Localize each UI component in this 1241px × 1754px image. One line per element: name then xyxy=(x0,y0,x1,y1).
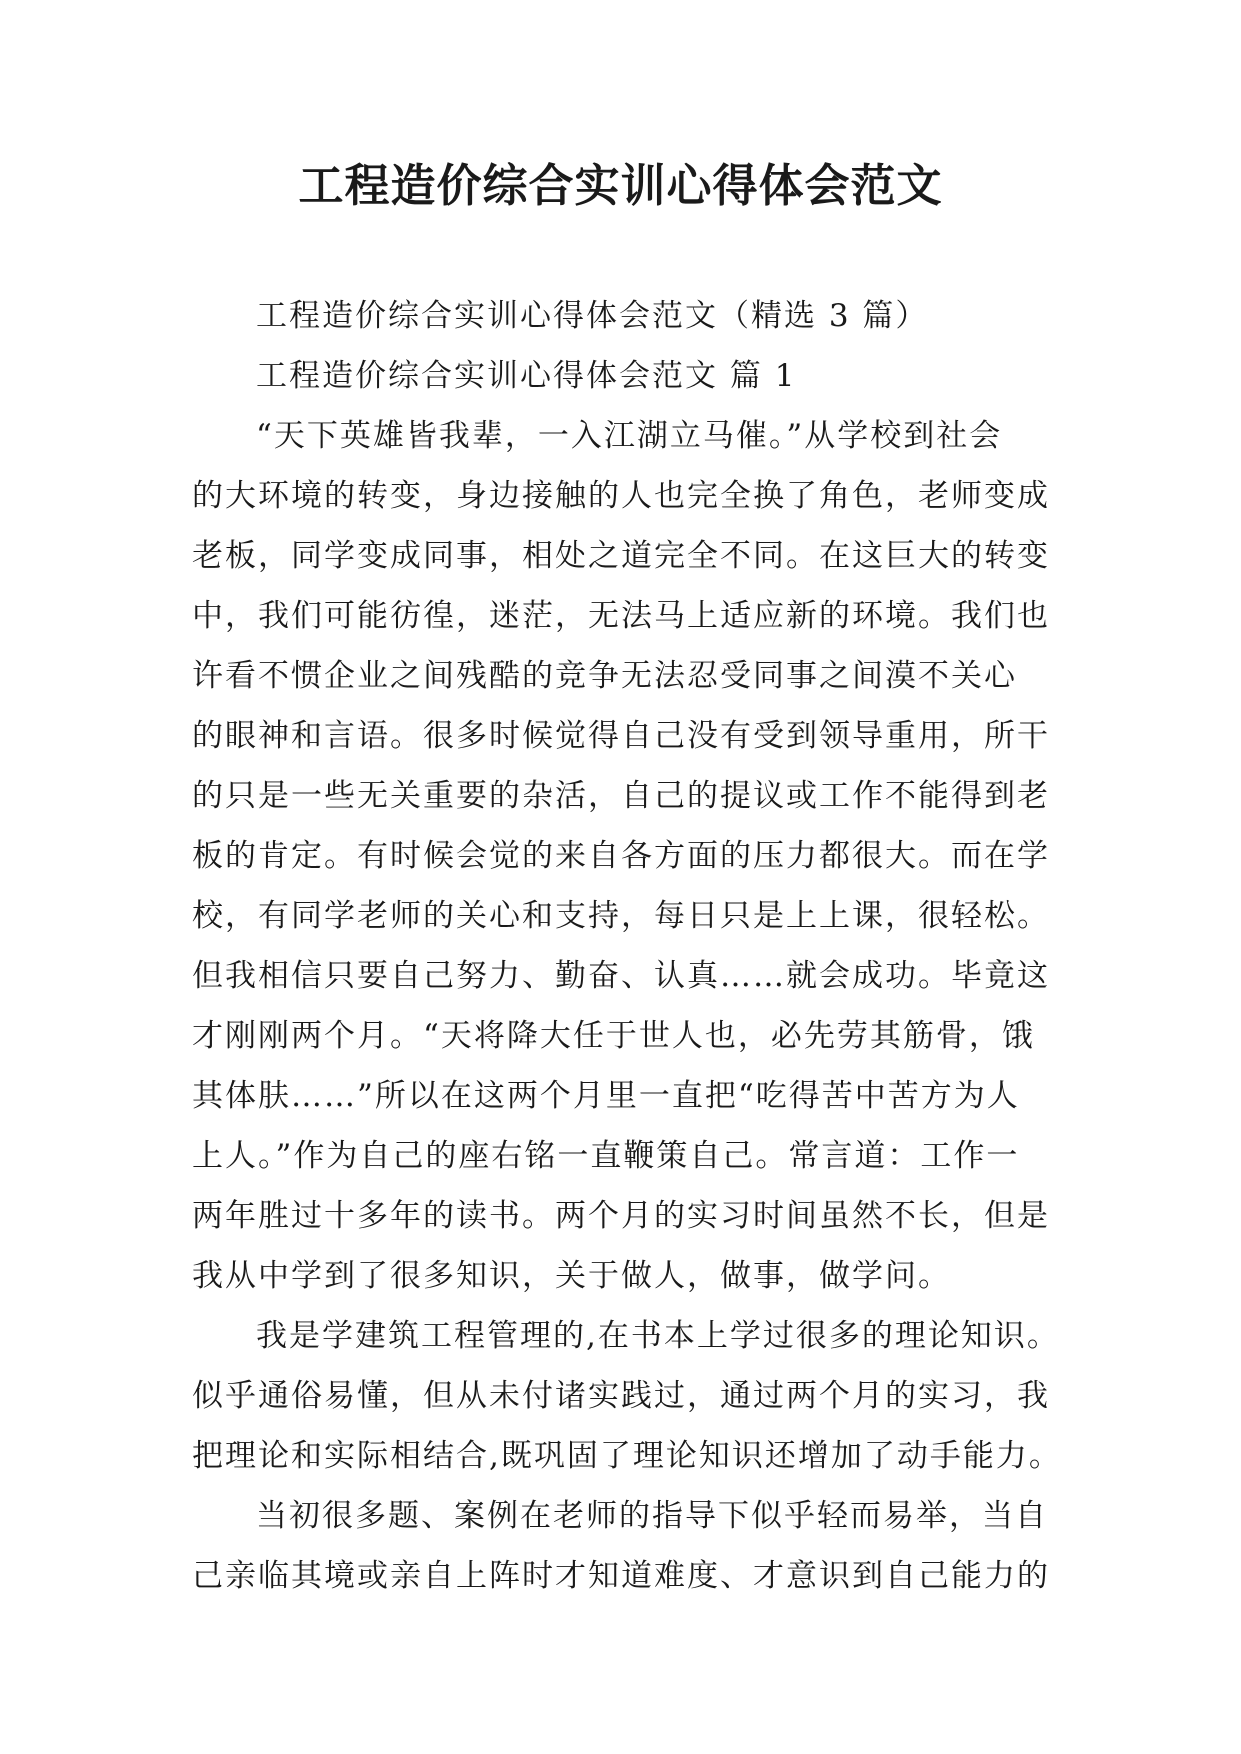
text-line: 的大环境的转变，身边接触的人也完全换了角色，老师变成 xyxy=(192,478,1050,514)
text-line: 当初很多题、案例在老师的指导下似乎轻而易举，当自 xyxy=(256,1498,1048,1534)
text-line: 板的肯定。有时候会觉的来自各方面的压力都很大。而在学 xyxy=(192,838,1050,874)
text-line: 我从中学到了很多知识，关于做人，做事，做学问。 xyxy=(192,1258,951,1294)
text-line: 老板，同学变成同事，相处之道完全不同。在这巨大的转变 xyxy=(192,538,1050,574)
text-line: 的只是一些无关重要的杂活，自己的提议或工作不能得到老 xyxy=(192,778,1050,814)
document-title: 工程造价综合实训心得体会范文 xyxy=(298,159,943,212)
text-line: 工程造价综合实训心得体会范文 篇 1 xyxy=(256,358,797,394)
text-line: 似乎通俗易懂，但从未付诸实践过，通过两个月的实习，我 xyxy=(192,1378,1050,1414)
text-line: 己亲临其境或亲自上阵时才知道难度、才意识到自己能力的 xyxy=(192,1558,1050,1594)
text-line: 其体肤……”所以在这两个月里一直把“吃得苦中苦方为人 xyxy=(192,1078,1020,1114)
text-line: 才刚刚两个月。“天将降大任于世人也，必先劳其筋骨，饿 xyxy=(192,1018,1035,1054)
text-line: 的眼神和言语。很多时候觉得自己没有受到领导重用，所干 xyxy=(192,718,1050,754)
text-line: 中，我们可能彷徨，迷茫，无法马上适应新的环境。我们也 xyxy=(192,598,1050,634)
text-line: 校，有同学老师的关心和支持，每日只是上上课，很轻松。 xyxy=(192,898,1050,934)
text-line: 但我相信只要自己努力、勤奋、认真……就会成功。毕竟这 xyxy=(192,958,1050,994)
text-line: 许看不惯企业之间残酷的竞争无法忍受同事之间漠不关心 xyxy=(192,658,1017,694)
text-line: 上人。”作为自己的座右铭一直鞭策自己。常言道：工作一 xyxy=(192,1138,1020,1174)
text-line: “天下英雄皆我辈，一入江湖立马催。”从学校到社会 xyxy=(256,418,1003,454)
text-line: 我是学建筑工程管理的,在书本上学过很多的理论知识。 xyxy=(256,1318,1060,1354)
text-line: 把理论和实际相结合,既巩固了理论知识还增加了动手能力。 xyxy=(192,1438,1062,1474)
text-line: 两年胜过十多年的读书。两个月的实习时间虽然不长，但是 xyxy=(192,1198,1050,1234)
document-body xyxy=(192,286,1062,1606)
text-line: 工程造价综合实训心得体会范文（精选 3 篇） xyxy=(256,298,929,334)
